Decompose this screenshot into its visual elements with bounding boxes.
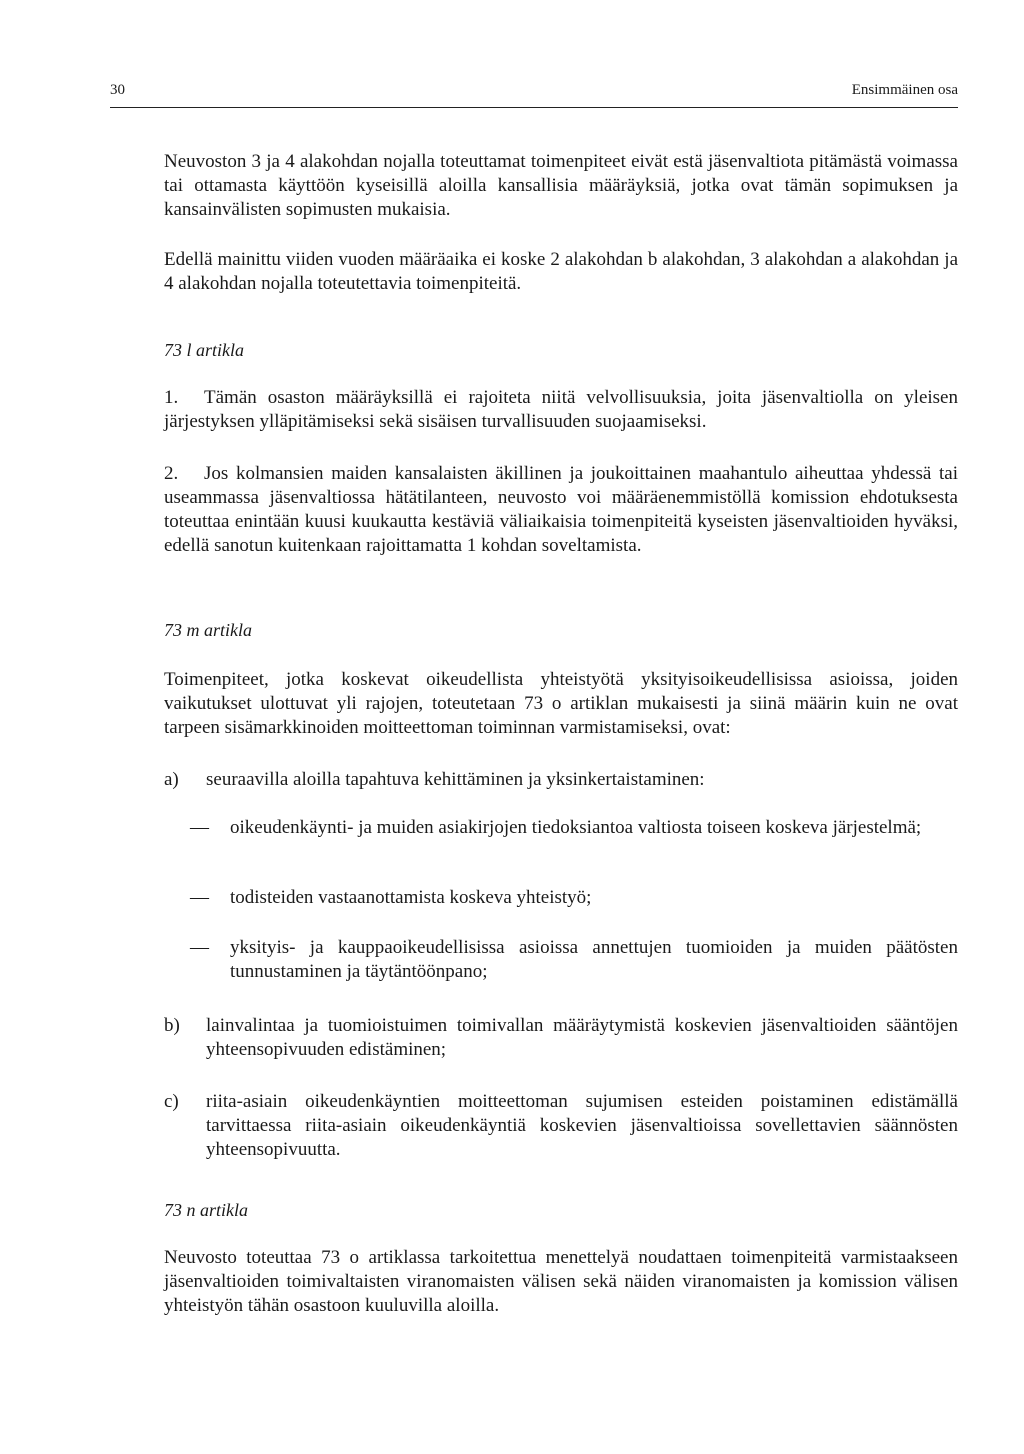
intro-paragraph-1: Neuvoston 3 ja 4 alakohdan nojalla toteuttamat toimenpiteet eivät estä jäsenvaltiota pitämästä voimassa tai ottamasta käyttöön kyseisillä aloilla kansallisia määräyksiä, jotka ovat tämän sopimuksen ja kansainvälisten sopimusten mukaisia. — [164, 151, 958, 220]
list-item-text: riita-asiain oikeudenkäyntien moitteettoman sujumisen esteiden poistaminen edistämällä tarvittaessa riita-asiain oikeudenkäyntiä koskevien jäsenvaltioissa sovellettavien säännösten yhteensopivuutta. — [206, 1091, 958, 1160]
sub-item-2 — [190, 886, 958, 910]
article-73l-paragraph-1 — [164, 386, 958, 434]
article-73n-paragraph: Neuvosto toteuttaa 73 o artiklassa tarkoitettua menettelyä noudattaen toimenpiteitä varmistaakseen jäsenvaltioiden toimivaltaisten viranomaisten välisen sekä näiden viranomaisten ja komission välisen yhteistyön tähän osastoon kuuluvilla aloilla. — [164, 1247, 958, 1316]
list-marker: c) — [164, 1091, 179, 1112]
page-number: 30 — [110, 82, 125, 98]
dash-marker: — — [190, 887, 209, 908]
list-item-text: lainvalintaa ja tuomioistuimen toimivallan määräytymistä koskevien jäsenvaltioiden sääntöjen yhteensopivuuden edistäminen; — [206, 1015, 958, 1060]
list-marker: a) — [164, 769, 179, 790]
sub-item-text: todisteiden vastaanottamista koskeva yhteistyö; — [230, 887, 592, 908]
list-item-b — [164, 1014, 958, 1062]
sub-item-1 — [190, 816, 958, 840]
header-rule — [110, 107, 958, 108]
sub-item-text: yksityis- ja kauppaoikeudellisissa asioissa annettujen tuomioiden ja muiden päätösten tunnustaminen ja täytäntöönpano; — [230, 937, 958, 982]
list-item-text: seuraavilla aloilla tapahtuva kehittäminen ja yksinkertaistaminen: — [206, 769, 705, 790]
paragraph-number: 1. — [164, 387, 179, 408]
sub-item-text: oikeudenkäynti- ja muiden asiakirjojen tiedoksiantoa valtiosta toiseen koskeva järjestelmä; — [230, 817, 922, 838]
intro-paragraph-2: Edellä mainittu viiden vuoden määräaika ei koske 2 alakohdan b alakohdan, 3 alakohdan a alakohdan ja 4 alakohdan nojalla toteutettavia toimenpiteitä. — [164, 249, 958, 294]
article-73m-heading: 73 m artikla — [164, 620, 252, 640]
sub-item-3 — [190, 936, 958, 984]
list-item-a — [164, 768, 958, 792]
article-73m-intro: Toimenpiteet, jotka koskevat oikeudellista yhteistyötä yksityisoikeudellisissa asioissa, joiden vaikutukset ulottuvat yli rajojen, toteutetaan 73 o artiklan mukaisesti ja siinä määrin kuin ne ovat tarpeen sisämarkkinoiden moitteettoman toiminnan varmistamiseksi, ovat: — [164, 669, 958, 738]
list-item-c — [164, 1090, 958, 1162]
dash-marker: — — [190, 817, 209, 838]
page-header — [110, 82, 958, 104]
article-73l-heading: 73 l artikla — [164, 340, 244, 360]
article-73n-heading: 73 n artikla — [164, 1200, 248, 1220]
paragraph-text: Jos kolmansien maiden kansalaisten äkillinen ja joukoittainen maahantulo aiheuttaa yhdessä tai useammassa jäsenvaltiossa hätätilanteen, neuvosto voi määräenemmistöllä komission ehdotuksesta toteuttaa enintään kuusi kuukautta kestäviä väliaikaisia toimenpiteitä kyseisten jäsenvaltioiden hyväksi, edellä sanotun kuitenkaan rajoittamatta 1 kohdan soveltamista. — [164, 463, 958, 556]
paragraph-text: Tämän osaston määräyksillä ei rajoiteta niitä velvollisuuksia, joita jäsenvaltiolla on yleisen järjestyksen ylläpitämiseksi sekä sisäisen turvallisuuden suojaamiseksi. — [164, 387, 958, 432]
list-marker: b) — [164, 1015, 180, 1036]
article-73l-paragraph-2 — [164, 462, 958, 558]
running-title: Ensimmäinen osa — [851, 82, 958, 98]
paragraph-number: 2. — [164, 463, 179, 484]
dash-marker: — — [190, 937, 209, 958]
